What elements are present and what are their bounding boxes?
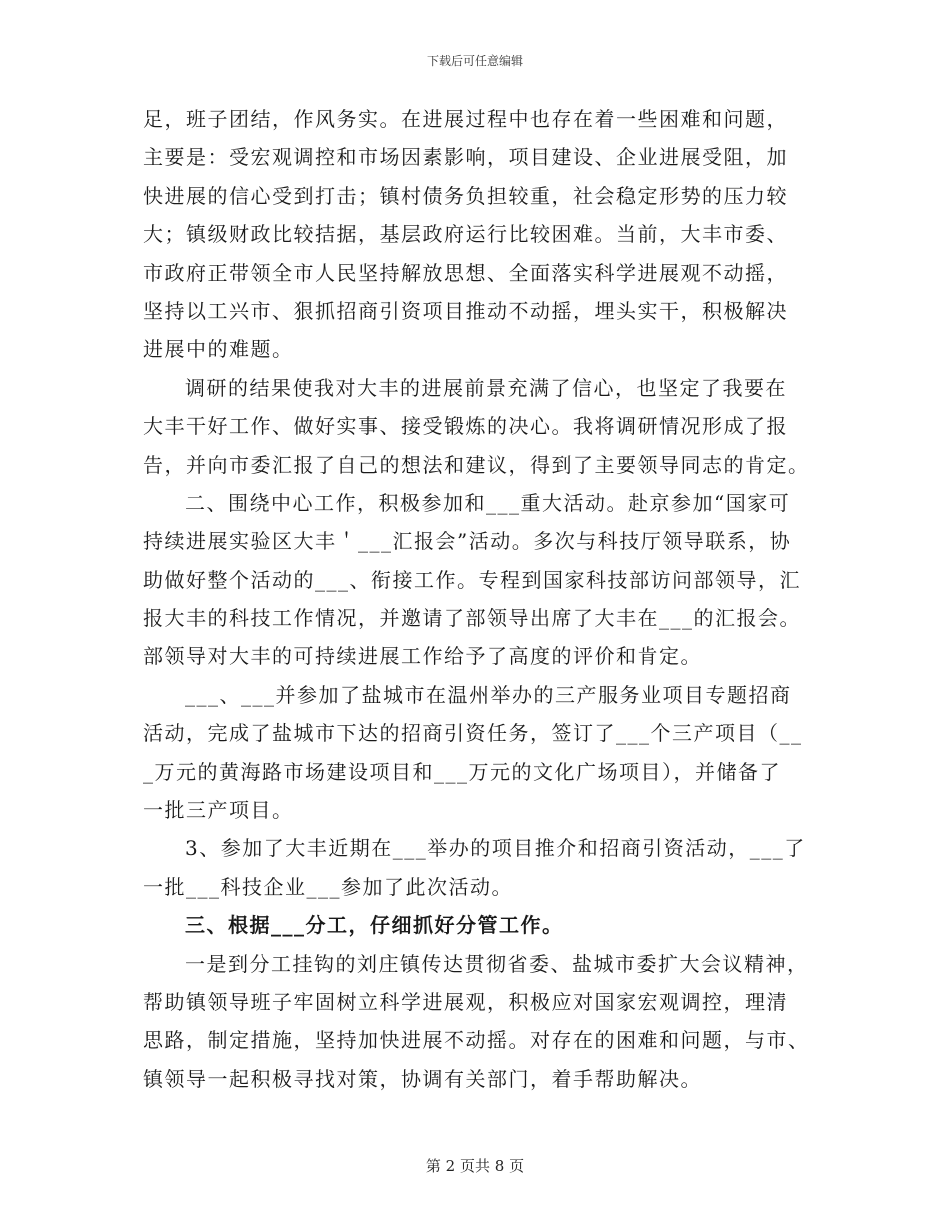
paragraph-line: 市政府正带领全市人民坚持解放思想、全面落实科学进展观不动摇， bbox=[143, 260, 788, 285]
paragraph-line: _万元的黄海路市场建设项目和___万元的文化广场项目），并储备了 bbox=[143, 759, 781, 784]
paragraph-line: 坚持以工兴市、狠抓招商引资项目推动不动摇，埋头实干，积极解决 bbox=[143, 298, 788, 323]
paragraph-line: 一批___科技企业___参加了此次活动。 bbox=[143, 874, 513, 899]
paragraph-line: 帮助镇领导班子牢固树立科学进展观，积极应对国家宏观调控，理清 bbox=[143, 989, 788, 1014]
paragraph-line: 大丰干好工作、做好实事、接受锻炼的决心。我将调研情况形成了报 bbox=[143, 414, 788, 439]
paragraph-line: 二、围绕中心工作，积极参加和___重大活动。赴京参加“国家可 bbox=[185, 490, 791, 515]
paragraph-line: 主要是：受宏观调控和市场因素影响，项目建设、企业进展受阻，加 bbox=[143, 145, 788, 170]
paragraph-line: 一是到分工挂钩的刘庄镇传达贯彻省委、盐城市委扩大会议精神， bbox=[185, 951, 809, 976]
paragraph-line: 告，并向市委汇报了自己的想法和建议，得到了主要领导同志的肯定。 bbox=[143, 452, 810, 477]
paragraph-line: 助做好整个活动的___、衔接工作。专程到国家科技部访问部领导，汇 bbox=[143, 567, 801, 592]
paragraph-line: 大；镇级财政比较拮据，基层政府运行比较困难。当前，大丰市委、 bbox=[143, 222, 788, 247]
paragraph-line: 调研的结果使我对大丰的进展前景充满了信心，也坚定了我要在 bbox=[185, 375, 787, 400]
paragraph-line: 3、参加了大丰近期在___举办的项目推介和招商引资活动，___了 bbox=[185, 836, 806, 861]
section-heading-line: 三、根据___分工，仔细抓好分管工作。 bbox=[185, 913, 564, 938]
paragraph-line: 进展中的难题。 bbox=[143, 337, 294, 362]
paragraph-line: 持续进展实验区大丰＇___汇报会”活动。多次与科技厅领导联系，协 bbox=[143, 529, 792, 554]
paragraph-line: ___、___并参加了盐城市在温州举办的三产服务业项目专题招商 bbox=[185, 682, 792, 707]
paragraph-line: 报大丰的科技工作情况，并邀请了部领导出席了大丰在___的汇报会。 bbox=[143, 606, 801, 631]
paragraph-line: 足，班子团结，作风务实。在进展过程中也存在着一些困难和问题， bbox=[143, 107, 788, 131]
paragraph-line: 镇领导一起积极寻找对策，协调有关部门，着手帮助解决。 bbox=[143, 1066, 702, 1091]
paragraph-line: 一批三产项目。 bbox=[143, 798, 294, 823]
page-footer: 第 2 页共 8 页 bbox=[425, 1157, 525, 1175]
paragraph-line: 部领导对大丰的可持续进展工作给予了高度的评价和肯定。 bbox=[143, 644, 702, 669]
document-body bbox=[143, 100, 813, 1098]
paragraph-line: 活动，完成了盐城市下达的招商引资任务，签订了___个三产项目（__ bbox=[143, 721, 803, 746]
paragraph-line: 思路，制定措施，坚持加快进展不动摇。对存在的困难和问题，与市、 bbox=[143, 1028, 810, 1053]
page-header: 下载后可任意编辑 bbox=[426, 54, 523, 68]
paragraph-line: 快进展的信心受到打击；镇村债务负担较重，社会稳定形势的压力较 bbox=[143, 183, 788, 208]
